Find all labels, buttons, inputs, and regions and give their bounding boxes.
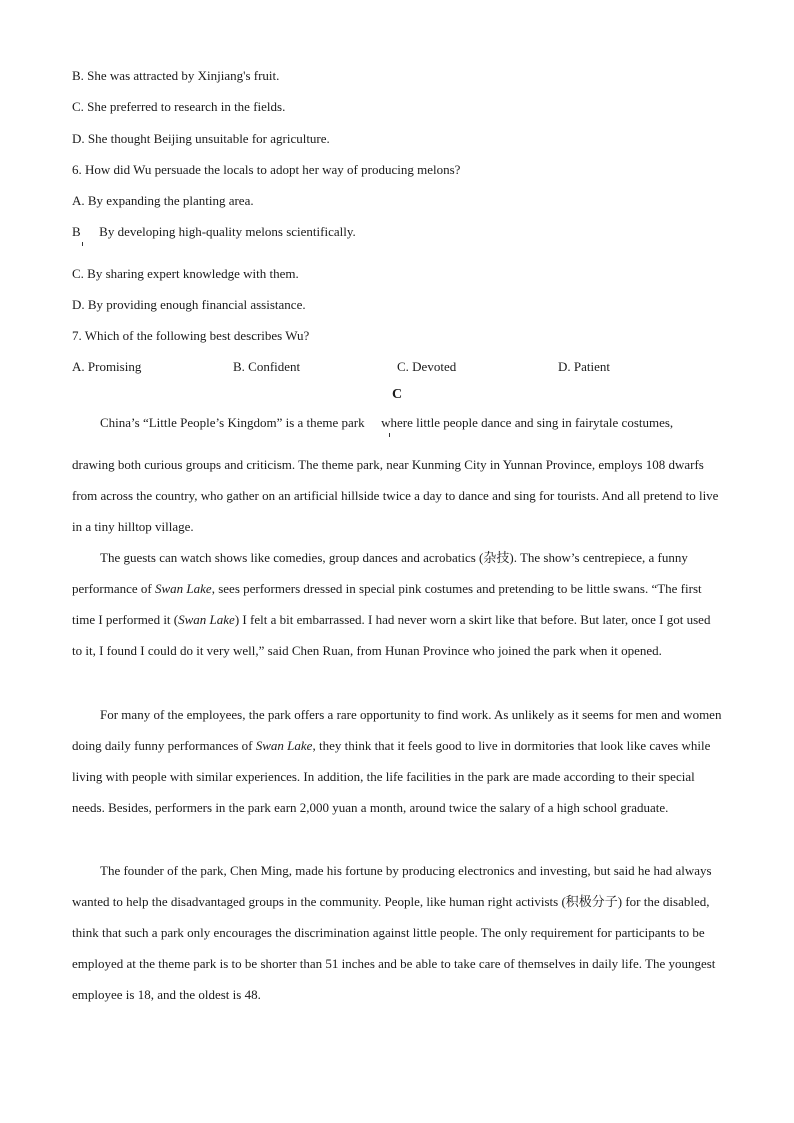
paragraph-4 — [72, 855, 722, 1010]
paragraph-3-text — [72, 699, 722, 823]
q7-option-c: C. Devoted — [397, 359, 457, 374]
paragraph-2-part-3: ) I felt a bit embarrassed. I had never worn a skirt like that before. But later, once I got used to it, I found I could do it very well,” said Chen Ruan, from Hunan Province who joined the park when it opened. — [72, 612, 711, 659]
q5-option-d: D. She thought Beijing unsuitable for agriculture. — [72, 131, 330, 146]
q7-question: 7. Which of the following best describes Wu? — [72, 328, 310, 343]
paragraph-2 — [72, 542, 722, 666]
q7-option-b: B. Confident — [233, 359, 301, 374]
paragraph-3-title: Swan Lake — [255, 738, 313, 754]
q6-option-b-text: By developing high-quality melons scientifically. — [99, 224, 356, 239]
paragraph-3-part-1: For many of the employees, the park offers a rare opportunity to find work. As unlikely as it seems for men and women doing daily funny performances of — [72, 707, 722, 754]
q6-option-a: A. By expanding the planting area. — [72, 193, 254, 208]
stray-mark — [82, 242, 83, 246]
q7-option-d: D. Patient — [558, 359, 610, 374]
paragraph-2-title-1: Swan Lake — [155, 581, 212, 597]
section-c-title: C — [391, 387, 403, 402]
paragraph-1-rest — [72, 449, 722, 542]
q6-option-b-letter: B — [72, 224, 81, 239]
q6-question: 6. How did Wu persuade the locals to adopt her way of producing melons? — [72, 162, 461, 177]
paragraph-4-text: The founder of the park, Chen Ming, made his fortune by producing electronics and investing, but said he had always wanted to help the disadvantaged groups in the community. People, like human right activists (积极分子) for the disabled, think that such a park only encourages the discrimination against little people. The only requirement for participants to be employed at the theme park is to be shorter than 51 inches and be able to take care of themselves in daily life. The youngest employee is 18, and the oldest is 48. — [72, 863, 716, 1003]
q5-option-c: C. She preferred to research in the fields. — [72, 99, 286, 114]
q6-option-d: D. By providing enough financial assistance. — [72, 297, 306, 312]
q7-option-a: A. Promising — [72, 359, 142, 374]
paragraph-1-text: drawing both curious groups and criticism. The theme park, near Kunming City in Yunnan Province, employs 108 dwarfs from across the country, who gather on an artificial hillside twice a day to dance and sing for tourists. And all pretend to live in a tiny hilltop village. — [72, 457, 719, 535]
paragraph-2-text — [72, 542, 722, 666]
paragraph-2-part-1: The guests can watch shows like comedies, group dances and acrobatics (杂技). The show’s centrepiece, a funny performance of — [72, 550, 688, 597]
paragraph-1-line-1 — [100, 415, 673, 431]
paragraph-3 — [72, 699, 722, 823]
paragraph-1-line-1-end: where little people dance and sing in fairytale costumes, — [381, 415, 674, 430]
q5-option-b: B. She was attracted by Xinjiang's fruit. — [72, 68, 280, 83]
paragraph-3-part-2: , they think that it feels good to live in dormitories that look like caves while living with people with similar experiences. In addition, the life facilities in the park are made according to their special needs. Besides, performers in the park earn 2,000 yuan a month, around twice the salary of a high school graduate. — [72, 738, 711, 816]
q6-option-b — [72, 224, 356, 240]
paragraph-2-title-2: Swan Lake — [178, 612, 235, 628]
q6-option-c: C. By sharing expert knowledge with them. — [72, 266, 299, 281]
paragraph-2-part-2: , sees performers dressed in special pink costumes and pretending to be little swans. “The first time I performed it ( — [72, 581, 702, 628]
stray-mark — [389, 433, 390, 437]
paragraph-1-line-1-start: China’s “Little People’s Kingdom” is a theme park — [100, 415, 365, 430]
